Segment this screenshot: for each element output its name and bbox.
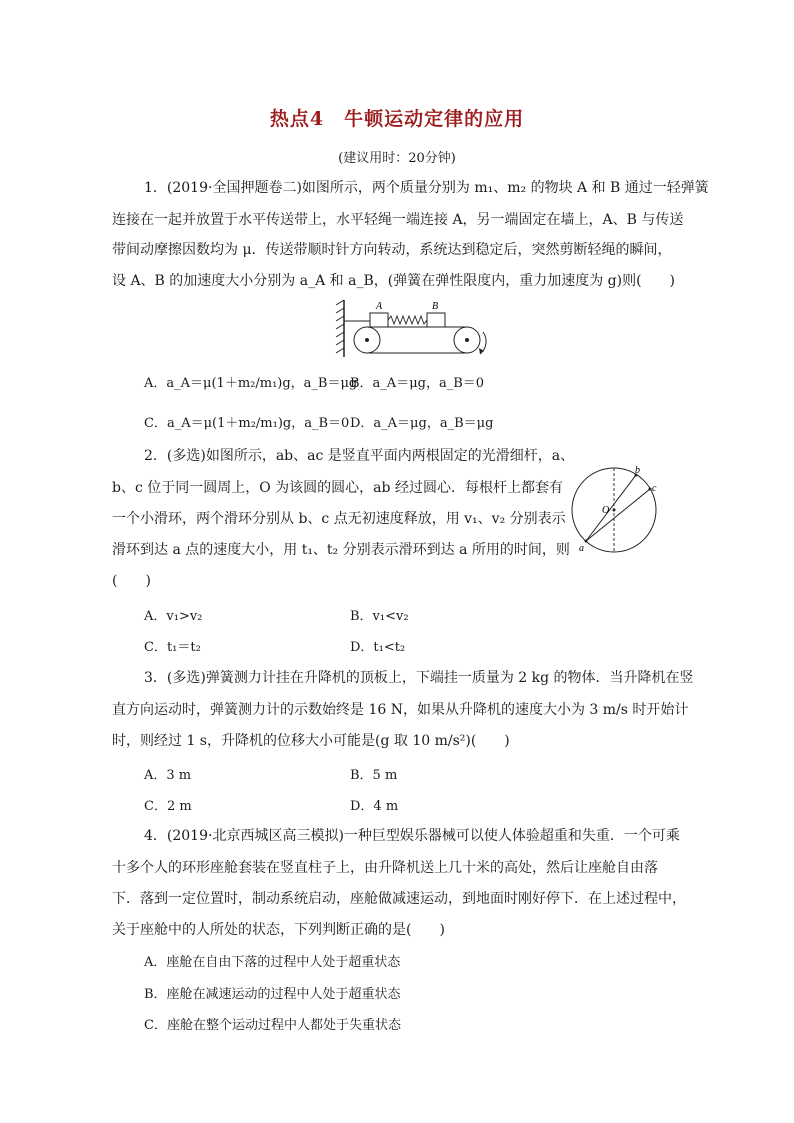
q2-line-5: ( ) [112, 573, 151, 589]
q4-line-4: 关于座舱中的人所处的状态，下列判断正确的是( ) [112, 922, 445, 938]
page-title: 热点4 牛顿运动定律的应用 [269, 108, 525, 130]
q1-figure-label-a: A [376, 301, 383, 312]
q1-line-4: 设 A、B 的加速度大小分别为 a_A 和 a_B，(弹簧在弹性限度内，重力加速度为 g)则( ) [112, 273, 675, 289]
q1-line-2: 连接在一起并放置于水平传送带上，水平轻绳一端连接 A，另一端固定在墙上，A、B 与传送 [112, 212, 684, 228]
q4-line-3: 下．落到一定位置时，制动系统启动，座舱做减速运动，到地面时刚好停下．在上述过程中， [112, 891, 686, 907]
q2-line-3: 一个小滑环，两个滑环分别从 b、c 点无初速度释放，用 v₁、v₂ 分别表示 [112, 511, 566, 527]
q1-line-1: 1．(2019·全国押题卷二)如图所示，两个质量分别为 m₁、m₂ 的物块 A 和 B 通过一轻弹簧 [144, 180, 709, 196]
q2-line-2: b、c 位于同一圆周上，O 为该圆的圆心，ab 经过圆心．每根杆上都套有 [112, 480, 563, 496]
q4-option-b: B．座舱在减速运动的过程中人处于超重状态 [144, 987, 401, 1002]
suggested-time: (建议用时：20分钟) [338, 151, 456, 166]
q2-figure-label-a: a [579, 543, 584, 554]
q1-option-c: C．a_A＝μ(1＋m₂/m₁)g，a_B＝0 [144, 416, 350, 431]
q3-option-b: B．5 m [350, 768, 398, 783]
q4-line-2: 十多个人的环形座舱套装在竖直柱子上，由升降机送上几十米的高处，然后让座舱自由落 [112, 860, 658, 876]
q2-figure-label-o: O [602, 505, 610, 516]
q4-option-c: C．座舱在整个运动过程中人都处于失重状态 [144, 1018, 401, 1033]
q3-option-d: D．4 m [350, 799, 399, 814]
q4-line-1: 4．(2019·北京西城区高三模拟)一种巨型娱乐器械可以使人体验超重和失重．一个可乘 [144, 828, 680, 844]
q2-line-4: 滑环到达 a 点的速度大小，用 t₁、t₂ 分别表示滑环到达 a 所用的时间，则 [112, 542, 570, 558]
q1-option-a: A．a_A＝μ(1＋m₂/m₁)g，a_B＝μg [144, 376, 358, 391]
q3-line-2: 直方向运动时，弹簧测力计的示数始终是 16 N，如果从升降机的速度大小为 3 m/s 时开始计 [112, 702, 689, 718]
q3-option-c: C．2 m [144, 799, 192, 814]
q2-option-b: B．v₁<v₂ [350, 609, 409, 624]
q1-option-b: B．a_A＝μg，a_B＝0 [350, 376, 485, 391]
q2-line-1: 2．(多选)如图所示，ab、ac 是竖直平面内两根固定的光滑细杆，a、 [144, 448, 575, 464]
q2-option-c: C．t₁＝t₂ [144, 640, 201, 655]
q3-line-3: 时，则经过 1 s，升降机的位移大小可能是(g 取 10 m/s²)( ) [112, 733, 510, 749]
q2-option-a: A．v₁>v₂ [144, 609, 203, 624]
q1-conveyor-figure [330, 297, 490, 359]
q2-option-d: D．t₁<t₂ [350, 640, 406, 655]
q4-option-a: A．座舱在自由下落的过程中人处于超重状态 [144, 955, 401, 970]
q2-figure-label-b: b [635, 465, 640, 476]
q1-figure-label-b: B [432, 301, 439, 312]
q3-option-a: A．3 m [144, 768, 192, 783]
q1-option-d: D．a_A＝μg，a_B＝μg [350, 416, 494, 431]
q1-line-3: 带间动摩擦因数均为 μ．传送带顺时针方向转动，系统达到稳定后，突然剪断轻绳的瞬间， [112, 242, 672, 258]
q2-figure-label-c: c [652, 483, 657, 494]
q3-line-1: 3．(多选)弹簧测力计挂在升降机的顶板上，下端挂一质量为 2 kg 的物体．当升降机在竖 [144, 670, 694, 686]
q2-circle-figure [570, 465, 665, 555]
